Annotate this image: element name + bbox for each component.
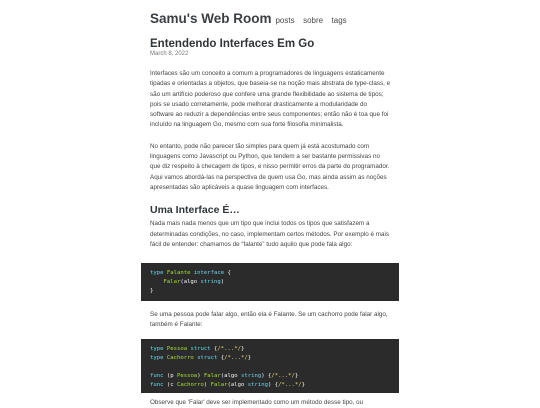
code-block-interface [141,263,399,301]
article-continued [150,310,392,331]
code-line: func (c Cachorro) Falar(algo string) {/*...*/} [150,382,306,388]
article-date: March 8, 2022 [150,51,189,57]
nav-posts-link[interactable]: posts [275,16,295,25]
code-line: Falar(algo string) [163,279,225,285]
section-title: Uma Interface É… [150,204,240,217]
code-block-structs [141,339,399,393]
code-line [150,363,390,372]
code-line: func (p Pessoa) Falar(algo string) {/*...*/} [150,373,299,379]
article-title: Entendendo Interfaces Em Go [150,38,315,50]
paragraph: No entanto, pode não parecer tão simples para quem já está acostumado com linguagens como Javascript ou Python, que tendem a ser bastante permissivas no que diz respeito à checagem de tipos, e nisso permitir erros da parte do programador. Aqui vamos abordá-las na perspectiva de quem usa Go, mas ainda assim as noções apresentadas são aplicáveis a quase linguagem com interfaces. [150,142,390,191]
code-line: type Pessoa struct {/*...*/} [150,346,245,352]
nav-sobre-link[interactable]: sobre [303,16,324,25]
paragraph: Observe que 'Falar' deve ser implementado como um método desse tipo, ou [150,399,364,406]
article-continued [150,398,392,408]
site-title-link[interactable]: Samu's Web Room [150,11,272,26]
code-line: type Falante interface { [150,270,231,276]
article [150,38,392,250]
paragraph: Interfaces são um conceito a comum a programadores de linguagens estaticamente tipadas e orientadas a objetos, que baseia-se na noção mais abstrata de type-class, e são um artifício poderoso que confere uma grande flexibilidade ao sistema de tipos; pois se usado corretamente, pode melhorar drasticamente a modularidade do software ao reduzir a dependências entre seus componentes; então não é toa que foi incluído na linguagem Go, mesmo com sua forte filosofia minimalista. [150,70,391,129]
code-line: type Cachorro struct {/*...*/} [150,355,252,361]
paragraph: Nada mais nada menos que um tipo que inclui todos os tipos que satisfazem a determinadas condições, no caso, implementam certos métodos. Por exemplo é mais fácil de entender: chamamos de “falante” tudo aquilo que pode fala algo: [150,220,390,248]
site-header [150,10,347,28]
paragraph: Se uma pessoa pode falar algo, então ela é Falante. Se um cachorro pode falar algo, também é Falante: [150,311,388,329]
code-line: } [150,288,154,294]
main-nav [271,10,346,28]
nav-tags-link[interactable]: tags [331,16,347,25]
